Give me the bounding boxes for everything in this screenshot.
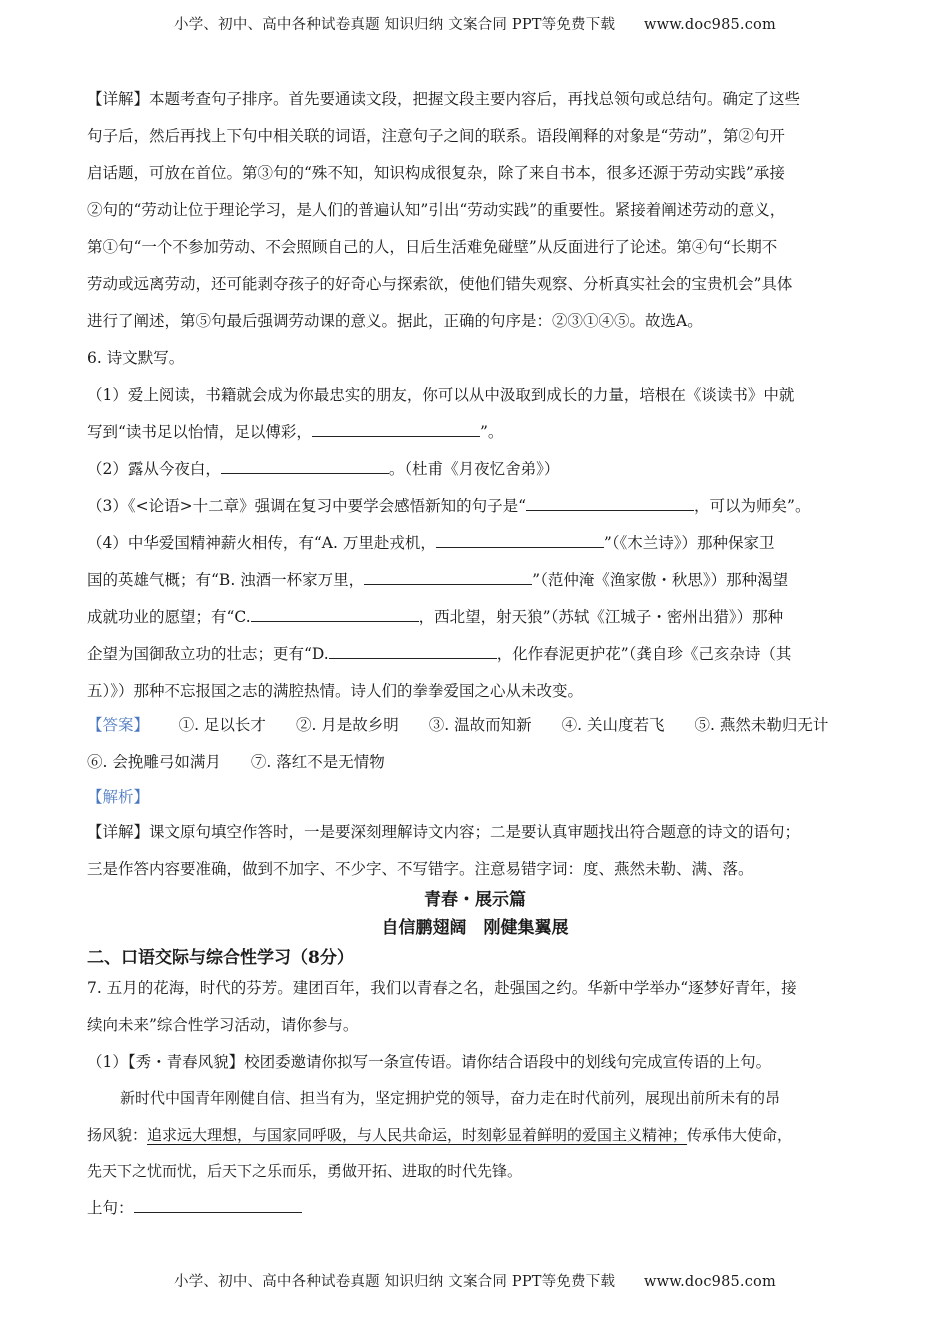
q6-part1-line1: （1）爱上阅读，书籍就会成为你最忠实的朋友，你可以从中汲取到成长的力量，培根在《谈读书》中就 — [87, 386, 795, 404]
q7-sub-question-1: （1）【秀・青春风貌】校团委邀请你拟写一条宣传语。请你结合语段中的划线句完成宣传语的上句。 — [87, 1053, 772, 1071]
q7-underlined-sentence: 追求远大理想，与国家同呼吸，与人民共命运，时刻彰显着鲜明的爱国主义精神； — [147, 1126, 688, 1144]
q6-part4a-text: （4）中华爱国精神薪火相传，有“A. 万里赴戎机， — [87, 534, 436, 552]
q7-line-2: 续向未来”综合性学习活动，请你参与。 — [87, 1016, 359, 1034]
part-title: 青春・展示篇 — [424, 890, 526, 910]
answer-row-1 — [87, 707, 867, 744]
q7-passage-line-3: 先天下之忧而忧，后天下之乐而乐，勇做开拓、进取的时代先锋。 — [87, 1162, 523, 1180]
q6-part3-end: ，可以为师矣”。 — [694, 497, 811, 515]
q6-part4-line1 — [87, 525, 867, 562]
q7-line-1: 7. 五月的花海，时代的芬芳。建团百年，我们以青春之名，赴强国之约。华新中学举办“逐梦好青年，接 — [87, 979, 797, 997]
q6-blank-2[interactable] — [221, 456, 389, 474]
header-site-link[interactable]: www.doc985.com — [644, 17, 776, 33]
q6-part3-text: （3）《<论语>十二章》强调在复习中要学会感悟新知的句子是“ — [87, 497, 527, 515]
answer-item: ③. 温故而知新 — [428, 716, 532, 734]
q6-part2 — [87, 451, 867, 488]
q6-part4-line3 — [87, 599, 867, 636]
q5-detail-line-2: 句子后，然后再找上下句中相关联的词语，注意句子之间的联系。语段阐释的对象是“劳动”，第②句开 — [87, 127, 785, 145]
q5-detail-line-7: 进行了阐述，第⑤句最后强调劳动课的意义。据此，正确的句序是：②③①④⑤。故选A。 — [87, 312, 703, 330]
answer-item: ⑦. 落红不是无情物 — [250, 753, 385, 771]
q6-part4d-end: ，化作春泥更护花”（龚自珍《己亥杂诗（其 — [496, 645, 792, 663]
q6-part1-text: 写到“读书足以怡情，足以傅彩， — [87, 423, 312, 441]
q7-passage-suffix: 传承伟大使命， — [687, 1126, 793, 1144]
part-subtitle: 自信鹏翅阔 刚健集翼展 — [381, 918, 569, 938]
q7-passage-line-1: 新时代中国青年刚健自信、担当有为，坚定拥护党的领导，奋力走在时代前列，展现出前所未有的昂 — [120, 1089, 781, 1107]
q7-passage-prefix: 扬风貌： — [87, 1126, 148, 1144]
q6-blank-3[interactable] — [526, 493, 694, 511]
answer-item: ⑤. 燕然未勒归无计 — [694, 716, 829, 734]
q6-blank-4b[interactable] — [364, 567, 532, 585]
answer-item: ⑥. 会挽雕弓如满月 — [87, 753, 221, 771]
q6-part4b-text: 国的英雄气概；有“B. 浊酒一杯家万里， — [87, 571, 365, 589]
q7-answer-blank[interactable] — [134, 1195, 302, 1213]
answer-item: ④. 关山度若飞 — [561, 716, 665, 734]
answer-label: 【答案】 — [87, 716, 150, 734]
footer-text: 小学、初中、高中各种试卷真题 知识归纳 文案合同 PPT等免费下载 — [174, 1274, 616, 1290]
q7-answer-label: 上句： — [87, 1199, 134, 1217]
page-footer — [0, 1270, 950, 1291]
answer-item: ①. 足以长才 — [178, 716, 266, 734]
footer-site-link[interactable]: www.doc985.com — [644, 1274, 776, 1290]
q6-part4c-text: 成就功业的愿望；有“C. — [87, 608, 251, 626]
q6-title: 6. 诗文默写。 — [87, 349, 185, 367]
q6-blank-1[interactable] — [312, 419, 480, 437]
q6-part4b-end: ”（范仲淹《渔家傲・秋思》）那种渴望 — [532, 571, 789, 589]
q5-detail-line-1: 【详解】本题考查句子排序。首先要通读文段，把握文段主要内容后，再找总领句或总结句。确定了这些 — [87, 90, 801, 108]
answer-row-2 — [87, 744, 867, 781]
q5-detail-line-5: 第①句“一个不参加劳动、不会照顾自己的人，日后生活难免碰壁”从反面进行了论述。第④句“长期不 — [87, 238, 778, 256]
q6-part1-end: ”。 — [479, 423, 504, 441]
answer-item: ②. 月是故乡明 — [295, 716, 399, 734]
section-heading: 二、口语交际与综合性学习（8分） — [87, 948, 354, 968]
q6-part2-text: （2）露从今夜白， — [87, 460, 221, 478]
q5-detail-line-4: ②句的“劳动让位于理论学习，是人们的普遍认知”引出“劳动实践”的重要性。紧接着阐述劳动的意义， — [87, 201, 786, 219]
q6-part4-line2 — [87, 562, 867, 599]
q6-part1-line2 — [87, 414, 867, 451]
q6-part2-end: 。（杜甫《月夜忆舍弟》） — [388, 460, 560, 478]
q7-answer-line — [87, 1190, 867, 1227]
q6-part4a-end: ”（《木兰诗》）那种保家卫 — [603, 534, 775, 552]
page-header — [0, 13, 950, 34]
q6-part3 — [87, 488, 867, 525]
analysis-line-1: 【详解】课文原句填空作答时，一是要深刻理解诗文内容；二是要认真审题找出符合题意的诗文的语句； — [87, 823, 801, 841]
q6-part4-line5: 五）》）那种不忘报国之志的满腔热情。诗人们的拳拳爱国之心从未改变。 — [87, 682, 584, 700]
q6-part4d-text: 企望为国御敌立功的壮志；更有“D. — [87, 645, 329, 663]
analysis-line-2: 三是作答内容要准确，做到不加字、不少字、不写错字。注意易错字词：度、燕然未勒、满、落。 — [87, 860, 754, 878]
q6-part4-line4 — [87, 636, 867, 673]
q6-blank-4c[interactable] — [251, 604, 419, 622]
q6-part4c-end: ，西北望，射天狼”（苏轼《江城子・密州出猎》）那种 — [418, 608, 784, 626]
header-text: 小学、初中、高中各种试卷真题 知识归纳 文案合同 PPT等免费下载 — [174, 17, 616, 33]
analysis-label: 【解析】 — [87, 788, 150, 806]
q7-passage-line-2 — [87, 1117, 867, 1154]
q6-blank-4d[interactable] — [329, 641, 497, 659]
q6-blank-4a[interactable] — [436, 530, 604, 548]
q5-detail-line-3: 启话题，可放在首位。第③句的“殊不知，知识构成很复杂，除了来自书本，很多还源于劳动实践”承接 — [87, 164, 785, 182]
q5-detail-line-6: 劳动或远离劳动，还可能剥夺孩子的好奇心与探索欲，使他们错失观察、分析真实社会的宝贵机会”具体 — [87, 275, 793, 293]
